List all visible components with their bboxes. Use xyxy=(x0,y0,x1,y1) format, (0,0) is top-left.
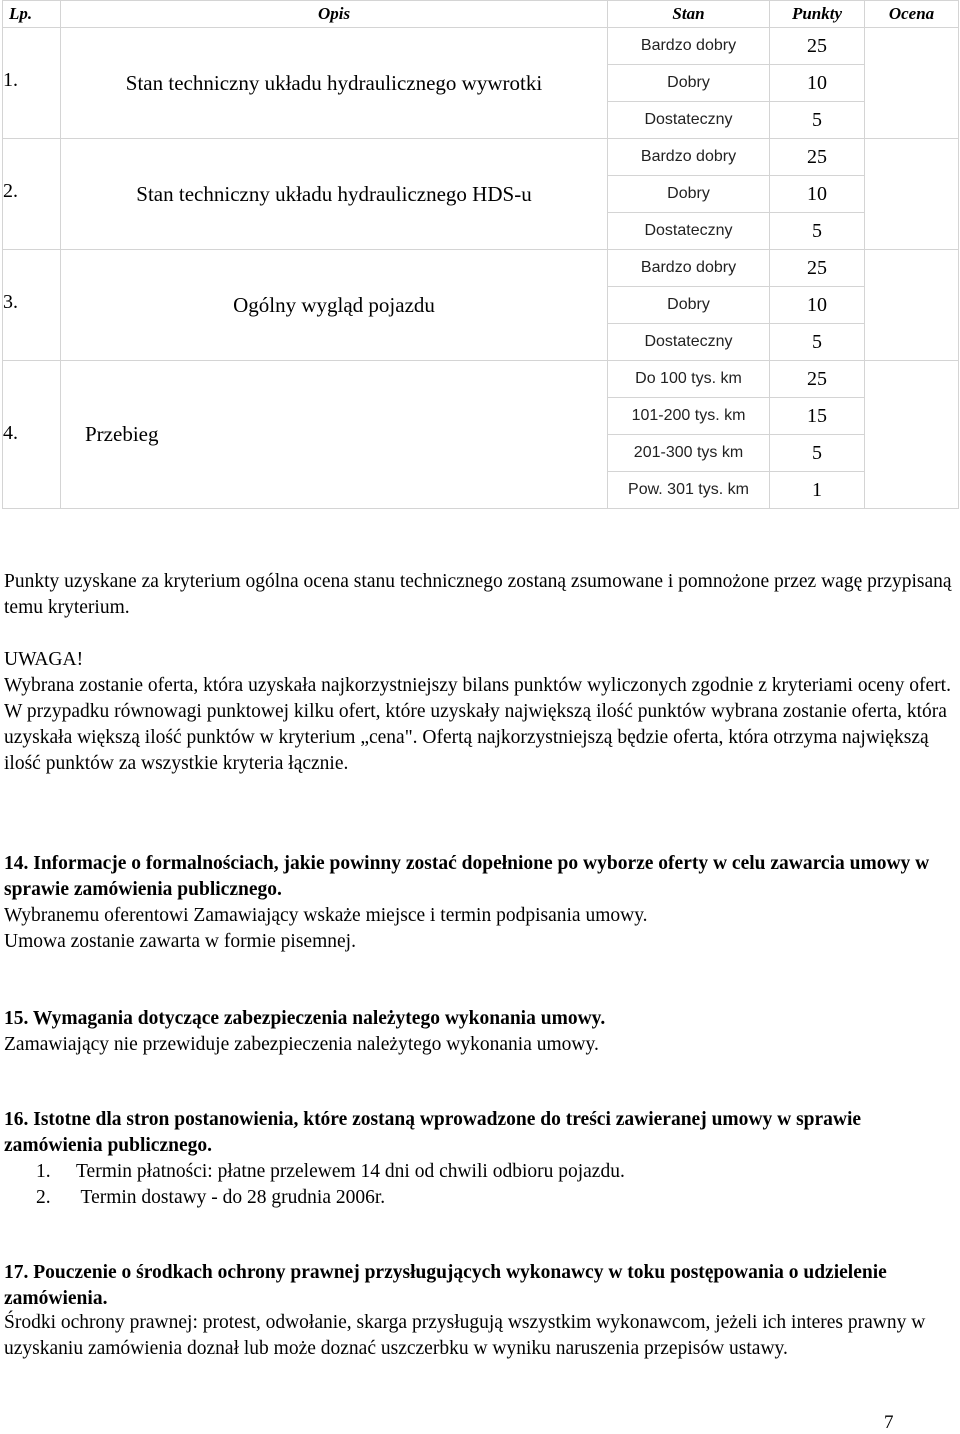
option-points: 15 xyxy=(770,398,865,435)
score-cell xyxy=(865,361,959,509)
option-stan: Dostateczny xyxy=(608,102,770,139)
option-points: 5 xyxy=(770,324,865,361)
option-stan: Do 100 tys. km xyxy=(608,361,770,398)
table-header-row xyxy=(3,1,959,28)
criterion-description: Ogólny wygląd pojazdu xyxy=(61,250,608,361)
section-14-line-2: Umowa zostanie zawarta w formie pisemnej. xyxy=(4,931,356,952)
option-points: 10 xyxy=(770,65,865,102)
list-item: 1. Termin płatności: płatne przelewem 14 dni od chwili odbioru pojazdu. xyxy=(36,1161,625,1182)
table-row xyxy=(3,250,959,287)
option-points: 1 xyxy=(770,472,865,509)
option-stan: Dobry xyxy=(608,65,770,102)
section-14-heading: 14. Informacje o formalnościach, jakie powinny zostać dopełnione po wyborze oferty w celu zawarcia umowy w sprawie zamówienia publicznego. xyxy=(4,853,930,900)
option-stan: 101-200 tys. km xyxy=(608,398,770,435)
list-item: 2. Termin dostawy - do 28 grudnia 2006r. xyxy=(36,1187,386,1208)
option-points: 25 xyxy=(770,28,865,65)
option-points: 10 xyxy=(770,287,865,324)
option-stan: Bardzo dobry xyxy=(608,28,770,65)
section-14-line-1: Wybranemu oferentowi Zamawiający wskaże miejsce i termin podpisania umowy. xyxy=(4,905,648,926)
option-points: 25 xyxy=(770,139,865,176)
table-row xyxy=(3,361,959,398)
section-15-heading: 15. Wymagania dotyczące zabezpieczenia należytego wykonania umowy. xyxy=(4,1008,606,1029)
option-stan: Dobry xyxy=(608,287,770,324)
score-cell xyxy=(865,250,959,361)
points-paragraph: Punkty uzyskane za kryterium ogólna ocena stanu technicznego zostaną zsumowane i pomnożone przez wagę przypisaną temu kryterium. xyxy=(4,571,952,618)
header-stan: Stan xyxy=(608,1,770,28)
header-punkty: Punkty xyxy=(770,1,865,28)
option-points: 5 xyxy=(770,435,865,472)
option-stan: Bardzo dobry xyxy=(608,250,770,287)
score-cell xyxy=(865,28,959,139)
option-points: 25 xyxy=(770,250,865,287)
criterion-description: Przebieg xyxy=(61,361,608,509)
header-lp: Lp. xyxy=(3,1,61,28)
header-opis: Opis xyxy=(61,1,608,28)
section-16-list xyxy=(4,1159,956,1211)
criteria-table xyxy=(2,0,959,509)
option-stan: Dobry xyxy=(608,176,770,213)
table-row xyxy=(3,28,959,65)
option-points: 25 xyxy=(770,361,865,398)
header-ocena: Ocena xyxy=(865,1,959,28)
score-cell xyxy=(865,139,959,250)
option-stan: Dostateczny xyxy=(608,213,770,250)
section-17-heading: 17. Pouczenie o środkach ochrony prawnej przysługujących wykonawcy w toku postępowania o udzielenie zamówienia. xyxy=(4,1262,887,1309)
option-points: 5 xyxy=(770,102,865,139)
criterion-description: Stan techniczny układu hydraulicznego HDS-u xyxy=(61,139,608,250)
uwaga-paragraph: Wybrana zostanie oferta, która uzyskała najkorzystniejszy bilans punktów wyliczonych zgodnie z kryteriami oceny ofert. W przypadku równowagi punktowej kilku ofert, które uzyskały największą ilość punktów wybrana zostanie oferta, która uzyskała większą ilość punktów w kryterium „cena". Ofertą najkorzystniejszą będzie oferta, która otrzyma największą ilość punktów za wszystkie kryteria łącznie. xyxy=(4,675,951,774)
option-points: 10 xyxy=(770,176,865,213)
table-row xyxy=(3,139,959,176)
row-number: 3. xyxy=(3,250,61,361)
page-number: 7 xyxy=(884,1412,894,1433)
row-number: 4. xyxy=(3,361,61,509)
row-number: 1. xyxy=(3,28,61,139)
option-stan: 201-300 tys km xyxy=(608,435,770,472)
section-16-heading: 16. Istotne dla stron postanowienia, które zostaną wprowadzone do treści zawieranej umowy w sprawie zamówienia publicznego. xyxy=(4,1109,862,1156)
option-stan: Bardzo dobry xyxy=(608,139,770,176)
option-points: 5 xyxy=(770,213,865,250)
section-17-paragraph: Środki ochrony prawnej: protest, odwołanie, skarga przysługują wszystkim wykonawcom, jeżeli ich interes prawny w uzyskaniu zamówienia doznał lub może doznać uszczerbku w wyniku naruszenia przepisów ustawy. xyxy=(4,1312,926,1359)
uwaga-label: UWAGA! xyxy=(4,649,84,670)
row-number: 2. xyxy=(3,139,61,250)
criterion-description: Stan techniczny układu hydraulicznego wywrotki xyxy=(61,28,608,139)
option-stan: Pow. 301 tys. km xyxy=(608,472,770,509)
option-stan: Dostateczny xyxy=(608,324,770,361)
section-15-line-1: Zamawiający nie przewiduje zabezpieczenia należytego wykonania umowy. xyxy=(4,1034,599,1055)
